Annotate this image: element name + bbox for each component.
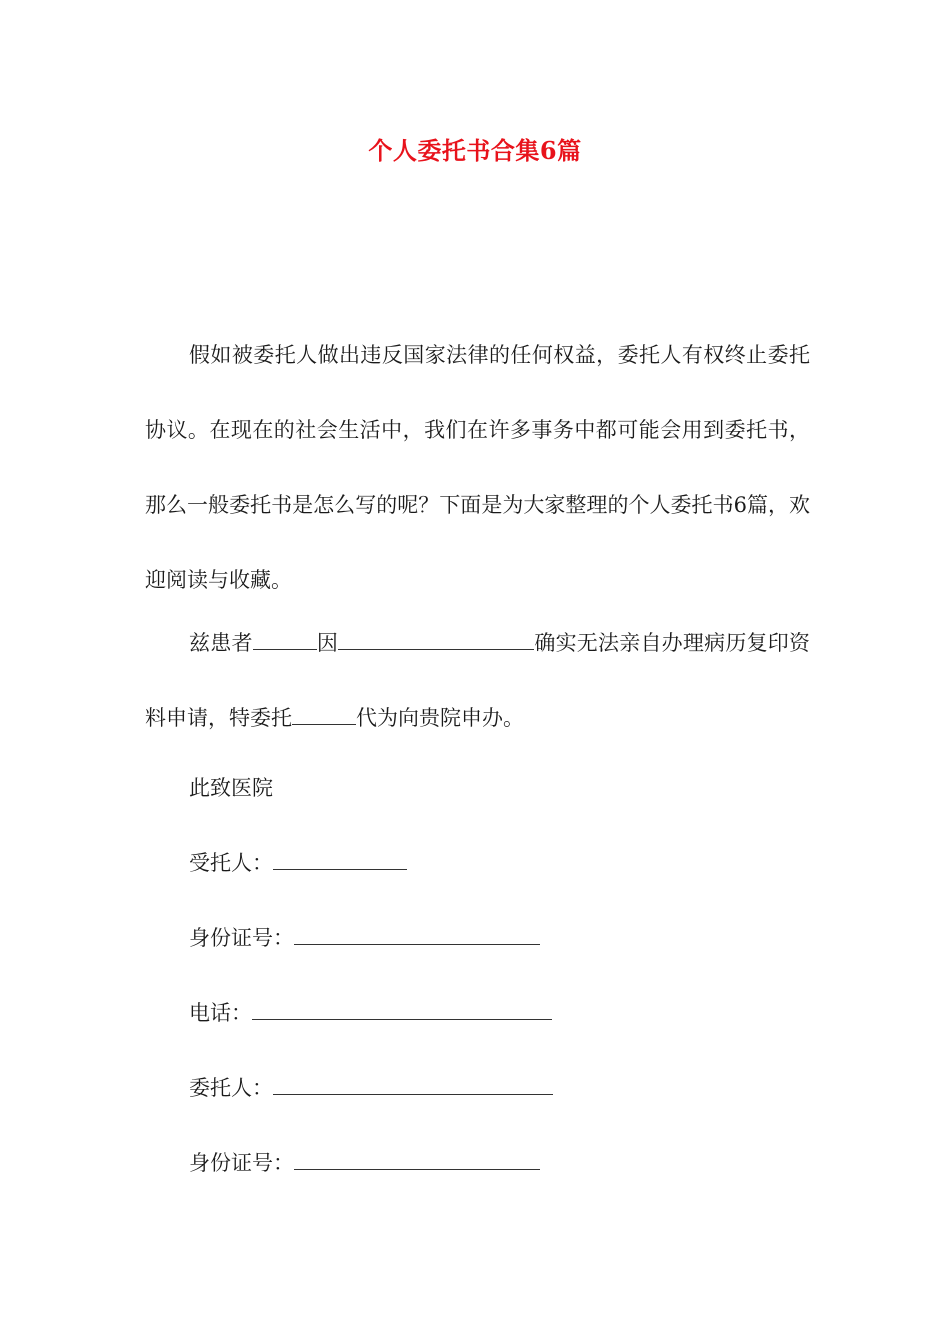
para-text-end: 代为向贵院申办。 [356, 706, 524, 730]
trustee-field [189, 843, 407, 883]
trustee-id-label: 身份证号： [189, 926, 294, 950]
agent-name-blank[interactable] [292, 702, 356, 725]
phone-blank[interactable] [252, 997, 552, 1020]
trustee-id-field [189, 918, 540, 958]
reason-blank[interactable] [338, 627, 534, 650]
para-text-patient: 兹患者 [189, 631, 253, 655]
trustee-id-blank[interactable] [294, 922, 540, 945]
principal-label: 委托人： [189, 1076, 273, 1100]
para-text-request: 确实无法亲自办理病历复印资料申请，特委托 [145, 631, 811, 730]
para-text-reason: 因 [316, 631, 339, 655]
principal-blank[interactable] [273, 1072, 553, 1095]
trustee-label: 受托人： [189, 851, 273, 875]
patient-name-blank[interactable] [253, 627, 317, 650]
salutation: 此致医院 [189, 776, 273, 800]
trustee-blank[interactable] [273, 847, 407, 870]
principal-id-field [189, 1143, 540, 1183]
principal-id-label: 身份证号： [189, 1151, 294, 1175]
intro-paragraph: 假如被委托人做出违反国家法律的任何权益，委托人有权终止委托协议。在现在的社会生活中，我们在许多事务中都可能会用到委托书，那么一般委托书是怎么写的呢？下面是为大家整理的个人委托书6篇，欢迎阅读与收藏。 [145, 343, 810, 592]
authorization-paragraph [145, 606, 810, 756]
phone-field [189, 993, 552, 1033]
document-title: 个人委托书合集6篇 [368, 136, 582, 165]
principal-field [189, 1068, 553, 1108]
principal-id-blank[interactable] [294, 1147, 540, 1170]
phone-label: 电话： [189, 1001, 252, 1025]
